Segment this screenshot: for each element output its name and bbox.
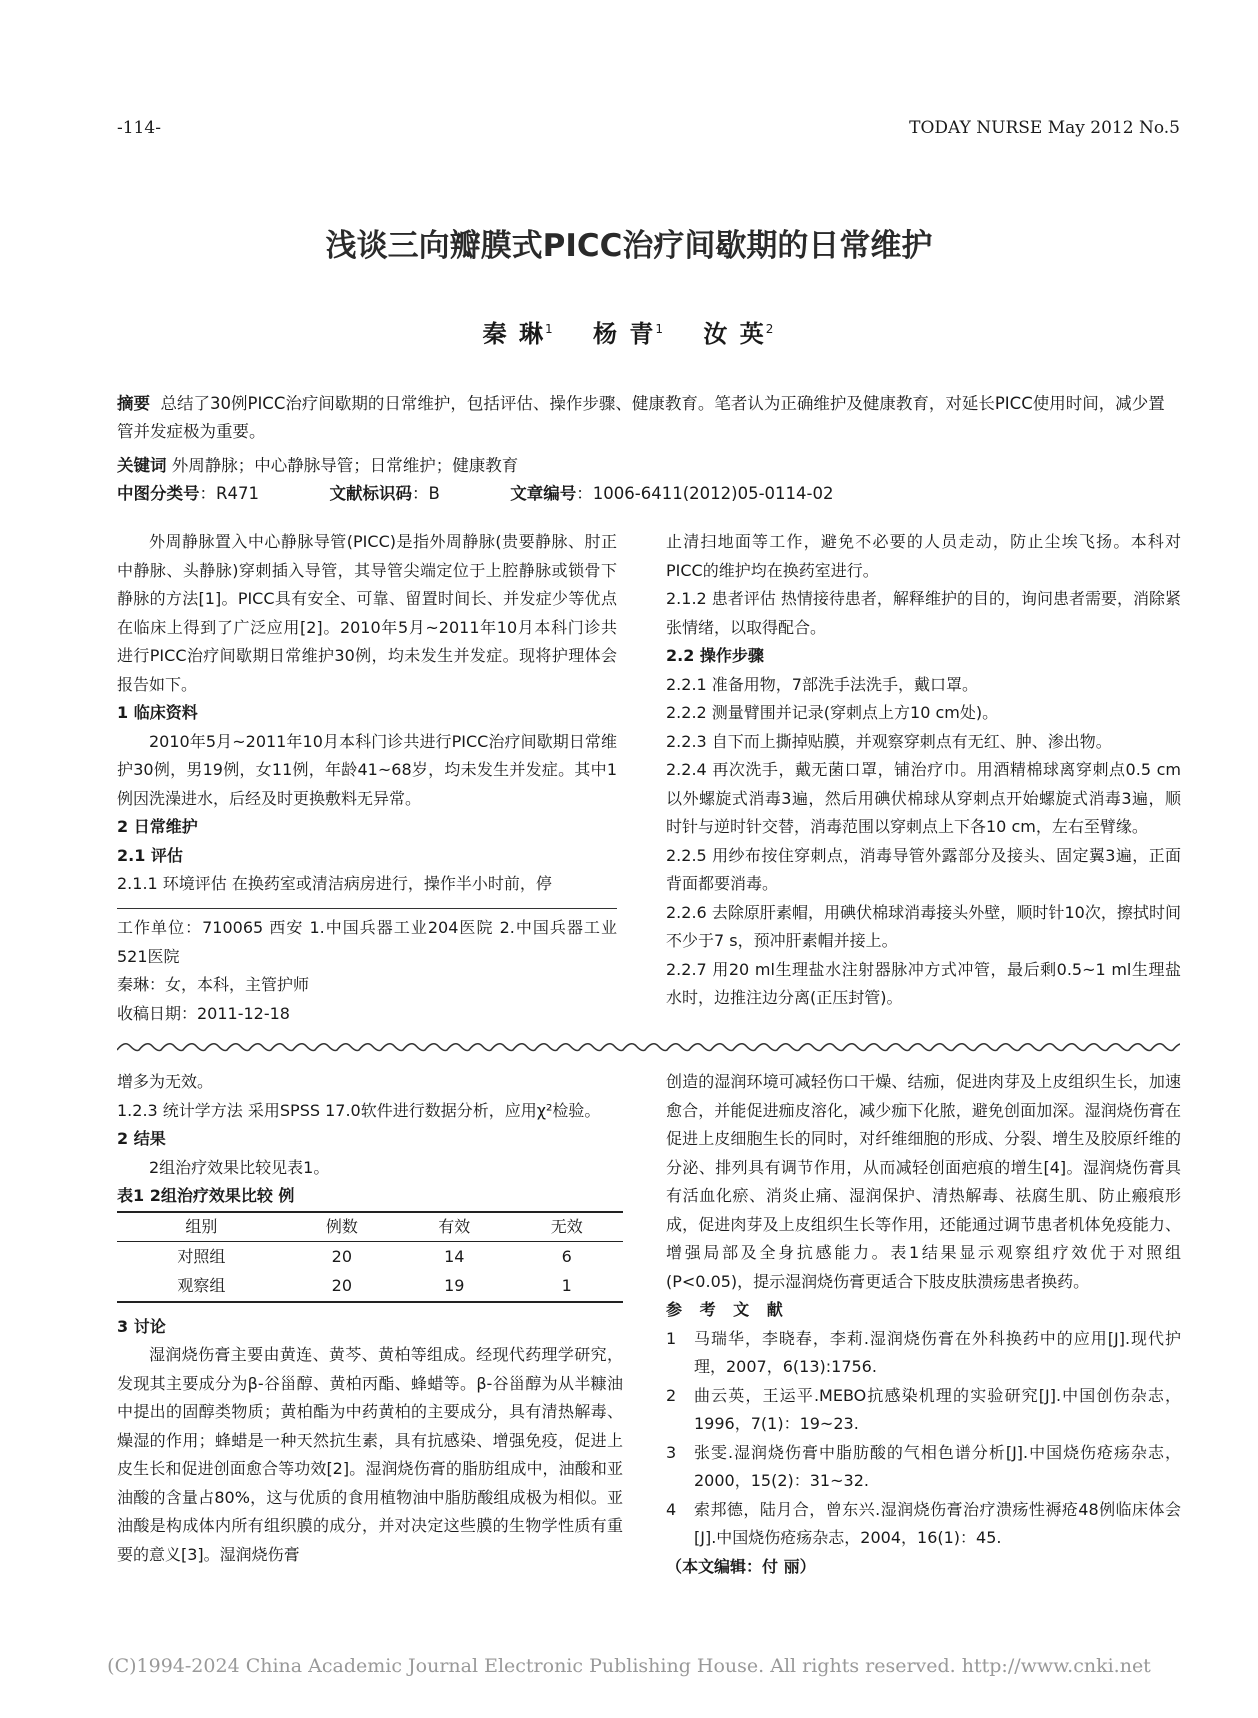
paragraph: 止清扫地面等工作，避免不必要的人员走动，防止尘埃飞扬。本科对PICC的维护均在换药室进行。 <box>666 532 1181 580</box>
reference-number: 3 <box>666 1442 677 1462</box>
left-column-upper <box>117 528 617 899</box>
table-cell: 对照组 <box>177 1246 226 1266</box>
reference-item <box>666 1439 1181 1496</box>
reference-number: 4 <box>666 1499 677 1519</box>
footnote-unit: 工作单位：710065 西安 1.中国兵器工业204医院 2.中国兵器工业521医院 <box>117 918 617 966</box>
table-cell: 6 <box>561 1246 572 1266</box>
subsection-heading: 2.1 评估 <box>117 845 183 865</box>
table-cell: 14 <box>444 1246 465 1266</box>
paragraph: 2.1.1 环境评估 在换药室或清洁病房进行，操作半小时前，停 <box>117 874 552 893</box>
paragraph: 创造的湿润环境可减轻伤口干燥、结痂，促进肉芽及上皮组织生长，加速愈合，并能促进痂皮溶化，减少痂下化脓，避免创面加深。湿润烧伤膏在促进上皮细胞生长的同时，对纤维细胞的形成、分裂、增生及胶原纤维的分泌、排列具有调节作用，从而减轻创面疤痕的增生[4]。湿润烧伤膏具有活血化瘀、消炎止痛、湿润保护、清热解毒、祛腐生肌、防止瘢痕形成，促进肉芽及上皮组织生长等作用，还能通过调节患者机体免疫能力、增强局部及全身抗感能力。表1结果显示观察组疗效优于对照组(P<0.05)，提示湿润烧伤膏更适合下肢皮肤溃疡患者换药。 <box>666 1072 1181 1291</box>
paragraph: 2.2.6 去除原肝素帽，用碘伏棉球消毒接头外壁，顺时针10次，擦拭时间不少于7 s，预冲肝素帽并接上。 <box>666 902 1181 950</box>
discussion-paragraph: 湿润烧伤膏主要由黄连、黄芩、黄柏等组成。经现代药理学研究，发现其主要成分为β-谷甾醇、黄柏丙酯、蜂蜡等。β-谷甾醇为从半糠油中提出的固醇类物质；黄柏酯为中药黄柏的主要成分，具有清热解毒、燥湿的作用；蜂蜡是一种天然抗生素，具有抗感染、增强免疫，促进上皮生长和促进创面愈合等功效[2]。湿润烧伤膏的脂肪组成中，油酸和亚油酸的含量占80%，这与优质的食用植物油中脂肪酸组成极为相似。亚油酸是构成体内所有组织膜的成分，并对决定这些膜的生物学性质有重要的意义[3]。湿润烧伤膏 <box>117 1345 623 1564</box>
section-heading: 2 结果 <box>117 1129 166 1148</box>
paragraph: 2.2.5 用纱布按住穿刺点，消毒导管外露部分及接头、固定翼3遍，正面背面都要消毒。 <box>666 845 1181 893</box>
paragraph: 2组治疗效果比较见表1。 <box>149 1157 330 1177</box>
reference-number: 2 <box>666 1385 677 1405</box>
table-row <box>117 1272 623 1302</box>
reference-item <box>666 1325 1181 1382</box>
reference-text: 张雯.湿润烧伤膏中脂肪酸的气相色谱分析[J].中国烧伤疮疡杂志，2000，15(2)：31~32. <box>694 1442 1181 1490</box>
table-cell: 观察组 <box>177 1275 226 1295</box>
keywords-text: 外周静脉；中心静脉导管；日常维护；健康教育 <box>171 456 519 475</box>
paragraph: 增多为无效。 <box>117 1072 214 1091</box>
table-header: 无效 <box>550 1216 583 1236</box>
editor-note: （本文编辑：付 丽） <box>666 1556 816 1576</box>
footnote <box>117 914 617 1028</box>
footnote-separator <box>117 908 617 909</box>
intro-paragraph: 外周静脉置入中心静脉导管(PICC)是指外周静脉(贵要静脉、肘正中静脉、头静脉)穿刺插入导管，其导管尖端定位于上腔静脉或锁骨下静脉的方法[1]。PICC具有安全、可靠、留置时间长、并发症少等优点在临床上得到了广泛应用[2]。2010年5月~2011年10月本科门诊共进行PICC治疗间歇期日常维护30例，均未发生并发症。现将护理体会报告如下。 <box>117 532 617 694</box>
footnote-author: 秦琳：女，本科，主管护师 <box>117 975 310 994</box>
footnote-received: 收稿日期：2011-12-18 <box>117 1003 290 1023</box>
table-cell: 1 <box>561 1275 572 1295</box>
paragraph: 2.2.4 再次洗手，戴无菌口罩，铺治疗巾。用酒精棉球离穿刺点0.5 cm以外螺旋式消毒3遍，然后用碘伏棉球从穿刺点开始螺旋式消毒3遍，顺时针与逆时针交替，消毒范围以穿刺点上下各10 cm，左右至臂缘。 <box>666 760 1181 836</box>
journal-name: TODAY NURSE May 2012 No.5 <box>909 118 1180 138</box>
table-header: 有效 <box>438 1216 471 1236</box>
doc-value: B <box>428 484 440 503</box>
right-column-lower <box>666 1068 1181 1581</box>
left-column-lower <box>117 1068 623 1569</box>
section-heading: 3 讨论 <box>117 1316 166 1336</box>
author: 杨 青$^1$ <box>593 320 665 348</box>
table-header: 例数 <box>325 1216 358 1236</box>
article-value: 1006-6411(2012)05-0114-02 <box>592 484 834 503</box>
reference-text: 索邦德，陆月合，曾东兴.湿润烧伤膏治疗溃疡性褥疮48例临床体会[J].中国烧伤疮疡杂志，2004，16(1)：45. <box>694 1499 1181 1547</box>
right-column-upper <box>666 528 1181 1013</box>
paragraph: 1.2.3 统计学方法 采用SPSS 17.0软件进行数据分析，应用χ²检验。 <box>117 1100 601 1120</box>
table-caption: 表1 2组治疗效果比较 例 <box>117 1186 295 1205</box>
author: 秦 琳$^1$ <box>482 320 555 348</box>
author-list <box>0 314 1258 349</box>
section-heading: 1 临床资料 <box>117 703 198 722</box>
subsection-heading: 2.2 操作步骤 <box>666 646 764 665</box>
abstract-text: 总结了30例PICC治疗间歇期的日常维护，包括评估、操作步骤、健康教育。笔者认为正确维护及健康教育，对延长PICC使用时间，减少置管并发症极为重要。 <box>117 394 1165 441</box>
table-cell: 20 <box>331 1246 353 1266</box>
clc-label: 中图分类号 <box>117 484 200 503</box>
results-table <box>117 1211 623 1303</box>
reference-text: 马瑞华，李晓春，李莉.湿润烧伤膏在外科换药中的应用[J].现代护理，2007，6(13):1756. <box>694 1328 1181 1376</box>
section-heading: 2 日常维护 <box>117 817 198 836</box>
paragraph: 2010年5月~2011年10月本科门诊共进行PICC治疗间歇期日常维护30例，男19例，女11例，年龄41~68岁，均未发生并发症。其中1例因洗澡进水，后经及时更换敷料无异常。 <box>117 731 617 808</box>
paragraph: 2.1.2 患者评估 热情接待患者，解释维护的目的，询问患者需要，消除紧张情绪，以取得配合。 <box>666 589 1181 637</box>
paragraph: 2.2.7 用20 ml生理盐水注射器脉冲方式冲管，最后剩0.5~1 ml生理盐水时，边推注边分离(正压封管)。 <box>666 959 1181 1007</box>
reference-item <box>666 1496 1181 1553</box>
table-row <box>117 1242 623 1272</box>
doc-label: 文献标识码 <box>329 484 412 503</box>
author: 汝 英$^2$ <box>703 320 776 348</box>
reference-number: 1 <box>666 1328 677 1348</box>
article-title: 浅谈三向瓣膜式PICC治疗间歇期的日常维护 <box>325 228 933 264</box>
abstract <box>117 390 1180 446</box>
references-heading: 参 考 文 献 <box>666 1300 789 1319</box>
reference-item <box>666 1382 1181 1439</box>
copyright-footer: (C)1994-2024 China Academic Journal Electronic Publishing House. All rights reserved. http://www.cnki.net <box>107 1655 1151 1677</box>
article-label: 文章编号 <box>510 484 577 503</box>
table-header: 组别 <box>185 1216 218 1236</box>
table-header-row <box>117 1212 623 1242</box>
classification-line: 中图分类号：R471 文献标识码：B 文章编号：1006-6411(2012)05-0114-02 <box>117 484 834 503</box>
clc-value: R471 <box>216 484 259 503</box>
paragraph: 2.2.1 准备用物，7部洗手法洗手，戴口罩。 <box>666 674 978 694</box>
wavy-separator <box>117 1038 1180 1054</box>
table-cell: 19 <box>444 1275 465 1295</box>
table-cell: 20 <box>331 1275 353 1295</box>
abstract-label: 摘要 <box>117 394 150 413</box>
paragraph: 2.2.3 自下而上撕掉贴膜，并观察穿刺点有无红、肿、渗出物。 <box>666 731 1112 751</box>
reference-text: 曲云英，王运平.MEBO抗感染机理的实验研究[J].中国创伤杂志，1996，7(1)：19~23. <box>694 1385 1181 1433</box>
paragraph: 2.2.2 测量臂围并记录(穿刺点上方10 cm处)。 <box>666 703 999 722</box>
keywords-label: 关键词 <box>117 456 167 475</box>
keywords <box>117 452 518 480</box>
page-number: -114- <box>117 118 161 138</box>
